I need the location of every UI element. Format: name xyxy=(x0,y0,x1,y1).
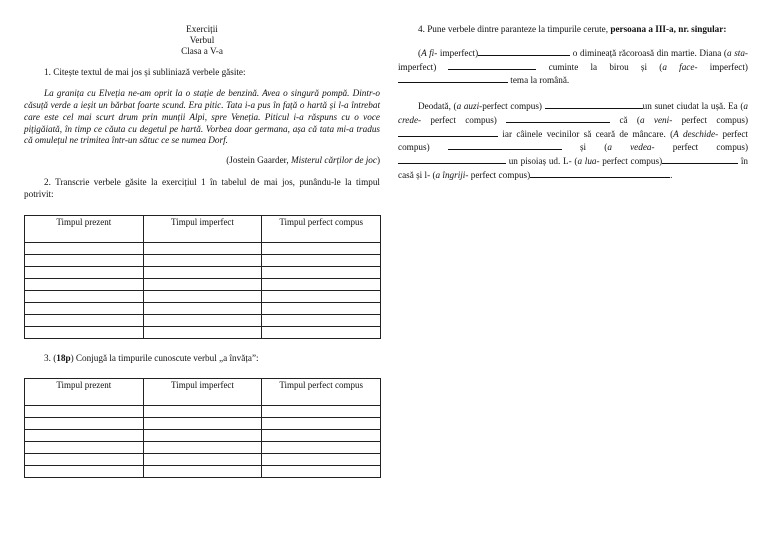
table-header-row xyxy=(25,379,381,406)
text-segment: că ( xyxy=(610,114,640,125)
answer-cell[interactable] xyxy=(25,454,144,466)
text-segment: iar câinele vecinilor să ceară de mâncare. ( xyxy=(498,128,674,139)
citation-title: Misterul cărților de joc xyxy=(290,155,377,166)
text-segment: imperfect) xyxy=(437,47,479,58)
answer-cell[interactable] xyxy=(262,254,381,266)
verb-hint: a îngriji- xyxy=(435,169,469,180)
answer-blank[interactable] xyxy=(398,154,506,164)
answer-cell[interactable] xyxy=(143,406,262,418)
text-segment: și ( xyxy=(561,142,608,153)
exercise-1-passage: La granița cu Elveția ne-am oprit la o stație de benzină. Avea o singură pompă. Dintr-o căsuță verde a ieșit un bărbat foarte scund. Era pitic. Tata i-a pus în față o hartă și l-a întrebat care este cel mai scurt drum prin munții Alpi, spre Veneția. Piticul i-a răspuns cu o voce pițigăiată, în timp ce căuta cu degetul pe hartă. Vorbea doar germana, așa că tata mi-a tradus că omulețul ne trimitea într-un sătuc ce se numea Dorf. xyxy=(24,88,380,146)
exercise-4-instruction xyxy=(398,24,748,36)
answer-cell[interactable] xyxy=(262,302,381,314)
text-segment: perfect compus) xyxy=(599,156,663,167)
answer-cell[interactable] xyxy=(143,454,262,466)
answer-cell[interactable] xyxy=(262,242,381,254)
answer-cell[interactable] xyxy=(143,290,262,302)
table-row xyxy=(25,418,381,430)
table-row xyxy=(25,314,381,326)
answer-cell[interactable] xyxy=(143,302,262,314)
table-row xyxy=(25,430,381,442)
answer-blank[interactable] xyxy=(506,113,610,123)
verb-hint: a sta- xyxy=(727,47,748,58)
table-header-row xyxy=(25,215,381,242)
text-segment: perfect compus) xyxy=(398,128,748,153)
passage-citation xyxy=(24,155,380,167)
text-segment: Deodată, ( xyxy=(418,101,457,112)
table-row xyxy=(25,266,381,278)
answer-cell[interactable] xyxy=(262,314,381,326)
verb-hint: a veni- xyxy=(640,114,673,125)
verb-hint: a lua- xyxy=(577,156,600,167)
exercise-2-table xyxy=(24,215,381,339)
column-header-present: Timpul prezent xyxy=(25,215,144,242)
heading-title: Exerciții xyxy=(186,24,218,34)
text-segment: perfect compus) xyxy=(468,169,531,180)
table-row xyxy=(25,454,381,466)
answer-cell[interactable] xyxy=(143,466,262,478)
text-segment: un pisoiaș ud. L- ( xyxy=(506,156,578,167)
verb-hint: a auzi- xyxy=(456,101,483,112)
exercise-4-bold: persoana a III-a, nr. singular: xyxy=(610,24,727,34)
verb-hint: A deschide- xyxy=(673,128,719,139)
text-segment: imperfect) xyxy=(398,61,449,72)
text-segment: perfect compus) xyxy=(672,114,749,125)
right-column xyxy=(398,24,748,182)
table-row xyxy=(25,302,381,314)
column-header-perfect: Timpul perfect compus xyxy=(262,379,381,406)
text-segment: cuminte la birou și ( xyxy=(536,61,663,72)
exercise-4-text: 4. Pune verbele dintre paranteze la timpurile cerute, xyxy=(418,24,611,34)
column-header-imperfect: Timpul imperfect xyxy=(143,215,262,242)
verb-hint: a vedea- xyxy=(607,142,655,153)
answer-cell[interactable] xyxy=(143,442,262,454)
table-row xyxy=(25,254,381,266)
exercise-4-paragraph-2 xyxy=(398,99,748,182)
answer-cell[interactable] xyxy=(262,430,381,442)
answer-cell[interactable] xyxy=(143,418,262,430)
column-header-perfect: Timpul perfect compus xyxy=(262,215,381,242)
answer-cell[interactable] xyxy=(25,466,144,478)
answer-cell[interactable] xyxy=(143,266,262,278)
text-segment: ( xyxy=(418,47,422,58)
text-segment: o dimineață răcoroasă din martie. Diana ( xyxy=(570,47,727,58)
answer-cell[interactable] xyxy=(25,254,144,266)
answer-cell[interactable] xyxy=(262,466,381,478)
answer-cell[interactable] xyxy=(25,278,144,290)
exercise-3-instruction xyxy=(24,353,380,365)
table-row xyxy=(25,290,381,302)
answer-blank[interactable] xyxy=(448,140,562,150)
exercise-1-instruction: 1. Citește textul de mai jos și subliniază verbele găsite: xyxy=(44,66,246,77)
answer-cell[interactable] xyxy=(262,442,381,454)
text-segment: perfect compus) xyxy=(421,114,507,125)
table-row xyxy=(25,242,381,254)
answer-blank[interactable] xyxy=(545,99,643,109)
answer-cell[interactable] xyxy=(143,242,262,254)
answer-cell[interactable] xyxy=(25,430,144,442)
answer-cell[interactable] xyxy=(25,242,144,254)
exercise-4-paragraph-1 xyxy=(398,46,748,87)
answer-cell[interactable] xyxy=(262,418,381,430)
exercise-3-number: 3. ( xyxy=(44,352,57,363)
citation-author: (Jostein Gaarder, xyxy=(226,155,291,166)
answer-cell[interactable] xyxy=(262,266,381,278)
heading-grade: Clasa a V-a xyxy=(181,46,223,57)
answer-cell[interactable] xyxy=(262,326,381,338)
answer-cell[interactable] xyxy=(25,290,144,302)
answer-cell[interactable] xyxy=(143,314,262,326)
table-row xyxy=(25,442,381,454)
verb-hint: A fi- xyxy=(421,47,438,58)
answer-cell[interactable] xyxy=(143,278,262,290)
left-column xyxy=(24,24,380,478)
exercise-3-text: ) Conjugă la timpurile cunoscute verbul „a învăța”: xyxy=(70,352,259,363)
answer-cell[interactable] xyxy=(262,454,381,466)
text-segment: un sunet ciudat la ușă. Ea ( xyxy=(642,101,744,112)
answer-blank[interactable] xyxy=(530,168,673,180)
citation-end: ) xyxy=(376,155,380,166)
answer-cell[interactable] xyxy=(25,406,144,418)
table-row xyxy=(25,326,381,338)
answer-cell[interactable] xyxy=(262,406,381,418)
answer-blank[interactable] xyxy=(478,46,570,56)
exercise-3-points: 18p xyxy=(56,352,71,363)
table-row xyxy=(25,466,381,478)
answer-cell[interactable] xyxy=(143,326,262,338)
exercise-3-table xyxy=(24,378,381,478)
table-row xyxy=(25,278,381,290)
answer-cell[interactable] xyxy=(143,254,262,266)
text-segment: tema la română. xyxy=(508,75,570,86)
column-header-present: Timpul prezent xyxy=(25,379,144,406)
text-segment: perfect compus) xyxy=(654,142,749,153)
heading-subject: Verbul xyxy=(189,35,215,46)
worksheet-heading xyxy=(24,24,380,58)
answer-blank[interactable] xyxy=(448,60,536,70)
answer-cell[interactable] xyxy=(143,430,262,442)
answer-cell[interactable] xyxy=(25,442,144,454)
exercise-2-instruction: 2. Transcrie verbele găsite la exercițiul 1 în tabelul de mai jos, punându-le la timpul potrivit: xyxy=(24,177,380,199)
verb-hint: a crede- xyxy=(398,101,749,125)
answer-cell[interactable] xyxy=(262,278,381,290)
text-segment: . xyxy=(670,169,673,180)
text-segment: perfect compus) xyxy=(482,101,545,112)
verb-hint: a face- xyxy=(662,61,698,72)
text-segment: în casă și l- ( xyxy=(398,156,748,180)
column-header-imperfect: Timpul imperfect xyxy=(143,379,262,406)
answer-cell[interactable] xyxy=(262,290,381,302)
text-segment: imperfect) xyxy=(697,61,748,72)
answer-cell[interactable] xyxy=(25,266,144,278)
answer-cell[interactable] xyxy=(25,326,144,338)
answer-blank[interactable] xyxy=(662,154,738,164)
answer-cell[interactable] xyxy=(25,302,144,314)
answer-cell[interactable] xyxy=(25,314,144,326)
answer-blank[interactable] xyxy=(398,73,508,83)
answer-blank[interactable] xyxy=(398,127,498,137)
answer-cell[interactable] xyxy=(25,418,144,430)
table-row xyxy=(25,406,381,418)
